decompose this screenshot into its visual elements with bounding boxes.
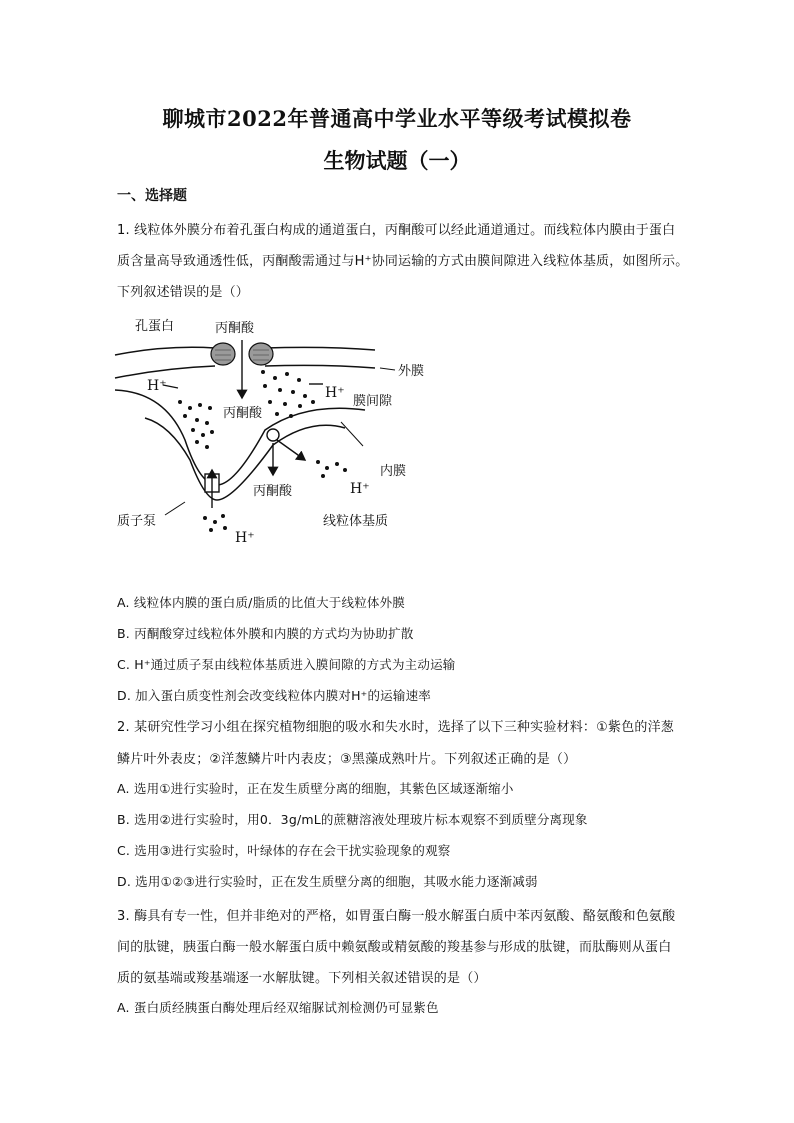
symporter	[267, 429, 279, 441]
question-1-line-3: 下列叙述错误的是（）	[117, 285, 250, 300]
label-h-bottom: H⁺	[235, 530, 255, 546]
label-pyruvate-bottom: 丙酮酸	[253, 484, 293, 499]
section-heading: 一、选择题	[117, 188, 187, 204]
question-2-option-d: D. 选用①②③进行实验时，正在发生质壁分离的细胞，其吸水能力逐渐减弱	[117, 874, 538, 889]
label-h-right: H⁺	[325, 385, 345, 401]
outer-membrane-lower-right	[265, 365, 375, 368]
exam-subtitle: 生物试题（一）	[323, 148, 471, 173]
question-3-line-3: 质的氨基端或羧基端逐一水解肽键。下列相关叙述错误的是（）	[117, 971, 487, 986]
porin-left	[211, 343, 235, 365]
label-intermembrane-space: 膜间隙	[353, 394, 393, 409]
question-1-option-a: A. 线粒体内膜的蛋白质/脂质的比值大于线粒体外膜	[117, 595, 405, 610]
inner-membrane-inner	[145, 418, 345, 500]
label-h-left: H⁺	[147, 378, 167, 394]
question-1-option-d: D. 加入蛋白质变性剂会改变线粒体内膜对H⁺的运输速率	[117, 688, 431, 703]
question-2-option-c: C. 选用③进行实验时，叶绿体的存在会干扰实验现象的观察	[117, 843, 451, 858]
question-1-option-c: C. H⁺通过质子泵由线粒体基质进入膜间隙的方式为主动运输	[117, 657, 456, 672]
question-2-option-a: A. 选用①进行实验时，正在发生质壁分离的细胞，其紫色区域逐渐缩小	[117, 781, 514, 796]
mitochondria-membrane-diagram	[105, 310, 425, 550]
label-matrix: 线粒体基质	[323, 514, 389, 529]
outer-membrane-upper-right	[265, 347, 375, 350]
label-pyruvate-top: 丙酮酸	[215, 321, 255, 336]
question-1-line-2: 质含量高导致通透性低，丙酮酸需通过与H⁺协同运输的方式由膜间隙进入线粒体基质，如图所示。	[117, 254, 689, 269]
proton-dots-left	[178, 400, 214, 449]
question-1-line-1: 1. 线粒体外膜分布着孔蛋白构成的通道蛋白，丙酮酸可以经此通道通过。而线粒体内膜由于蛋白	[117, 223, 676, 238]
outer-membrane-lower	[115, 366, 215, 378]
proton-dots-matrix	[316, 460, 347, 478]
question-3-line-1: 3. 酶具有专一性，但并非绝对的严格，如胃蛋白酶一般水解蛋白质中苯丙氨酸、酪氨酸和色氨酸	[117, 909, 676, 924]
question-1-option-b: B. 丙酮酸穿过线粒体外膜和内膜的方式均为协助扩散	[117, 626, 414, 641]
proton-dots-bottom	[203, 514, 227, 532]
question-3-option-a: A. 蛋白质经胰蛋白酶处理后经双缩脲试剂检测仍可显紫色	[117, 1000, 439, 1015]
exam-title: 聊城市2022年普通高中学业水平等级考试模拟卷	[162, 106, 632, 131]
inner-membrane-outer	[115, 390, 365, 485]
question-2-option-b: B. 选用②进行实验时，用0．3g/mL的蔗糖溶液处理玻片标本观察不到质壁分离现象	[117, 812, 588, 827]
label-proton-pump: 质子泵	[117, 514, 157, 529]
label-h-matrix: H⁺	[350, 481, 370, 497]
label-porin: 孔蛋白	[135, 319, 175, 334]
label-outer-membrane: 外膜	[398, 364, 425, 379]
label-inner-membrane: 内膜	[380, 464, 407, 479]
proton-dots-right	[261, 370, 315, 418]
porin-right	[249, 343, 273, 365]
label-pyruvate-mid: 丙酮酸	[223, 406, 263, 421]
outer-membrane-upper	[115, 347, 215, 355]
question-2-line-2: 鳞片叶外表皮；②洋葱鳞片叶内表皮；③黑藻成熟叶片。下列叙述正确的是（）	[117, 752, 577, 767]
question-2-line-1: 2. 某研究性学习小组在探究植物细胞的吸水和失水时，选择了以下三种实验材料：①紫色的洋葱	[117, 720, 674, 735]
question-3-line-2: 间的肽键，胰蛋白酶一般水解蛋白质中赖氨酸或精氨酸的羧基参与形成的肽键，而肽酶则从蛋白	[117, 940, 672, 955]
